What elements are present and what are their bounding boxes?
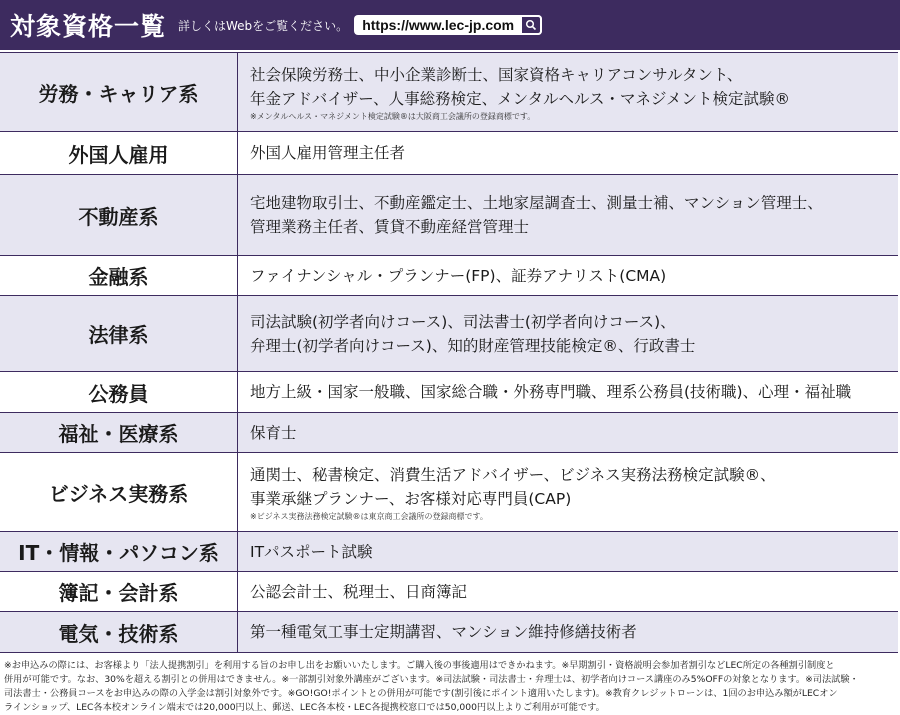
category-cell: 金融系 [0, 256, 238, 295]
item-line: 社会保険労務士、中小企業診断士、国家資格キャリアコンサルタント、 [250, 65, 743, 84]
category-cell: 公務員 [0, 372, 238, 412]
items-cell [238, 296, 898, 371]
item-line: 公認会計士、税理士、日商簿記 [250, 582, 468, 601]
footer-line: 併用が可能です。なお、30%を超える割引との併用はできません。※一部割引対象外講座がございます。※司法試験・司法書士・弁理士は、初学者向けコース講座のみ5%OFFの対象となります。※司法試験・ [4, 674, 859, 685]
item-line: ITパスポート試験 [250, 542, 373, 561]
table-row [0, 53, 898, 132]
category-cell: 簿記・会計系 [0, 572, 238, 611]
category-cell: 福祉・医療系 [0, 413, 238, 452]
category-cell: IT・情報・パソコン系 [0, 532, 238, 571]
item-line: 年金アドバイザー、人事総務検定、メンタルヘルス・マネジメント検定試験® [250, 89, 791, 108]
items-cell [238, 53, 898, 131]
items-cell [238, 572, 898, 611]
header-subtitle: 詳しくはWebをご覧ください。 [178, 18, 349, 33]
items-cell [238, 413, 898, 452]
item-line: 事業承継プランナー、お客様対応専門員(CAP) [250, 489, 572, 508]
footer-line: ※お申込みの際には、お客様より「法人提携割引」を利用する旨のお申し出をお願いいたします。ご購入後の事後適用はできかねます。※早期割引・資格説明会参加者割引などLEC所定の各種割引制度と [4, 660, 835, 671]
category-cell: 労務・キャリア系 [0, 53, 238, 131]
page-title: 対象資格一覧 [10, 12, 167, 41]
item-line: 第一種電気工事士定期講習、マンション維持修繕技術者 [250, 623, 637, 641]
table-row [0, 453, 898, 532]
table-row [0, 256, 898, 296]
category-cell: ビジネス実務系 [0, 453, 238, 531]
category-cell: 電気・技術系 [0, 612, 238, 652]
item-line: 保育士 [250, 423, 297, 442]
item-line: 地方上級・国家一般職、国家総合職・外務専門職、理系公務員(技術職)、心理・福祉職 [250, 383, 852, 401]
items-cell [238, 532, 898, 571]
page-header [0, 0, 900, 50]
item-line: 通関士、秘書検定、消費生活アドバイザー、ビジネス実務法務検定試験®、 [250, 465, 776, 484]
qualification-table [0, 52, 898, 653]
table-row [0, 612, 898, 653]
item-line: 外国人雇用管理主任者 [250, 144, 406, 162]
item-line: 弁理士(初学者向けコース)、知的財産管理技能検定®、行政書士 [250, 336, 696, 355]
items-cell [238, 175, 898, 255]
trademark-note: ※メンタルヘルス・マネジメント検定試験®は大阪商工会議所の登録商標です。 [250, 111, 536, 121]
table-row [0, 572, 898, 612]
table-row [0, 132, 898, 175]
item-line: 管理業務主任者、賃貸不動産経営管理士 [250, 218, 530, 236]
table-row [0, 532, 898, 572]
table-row [0, 175, 898, 256]
items-cell [238, 256, 898, 295]
item-line: 司法試験(初学者向けコース)、司法書士(初学者向けコース)、 [250, 312, 676, 331]
url-link[interactable]: https://www.lec-jp.com [362, 17, 515, 33]
items-cell [238, 132, 898, 174]
category-cell: 法律系 [0, 296, 238, 371]
table-row [0, 372, 898, 413]
footer-line: ラインショップ、LEC各本校オンライン端末では20,000円以上、郵送、LEC各本校・LEC各提携校窓口では50,000円以上よりご利用が可能です。 [4, 702, 605, 713]
category-cell: 不動産系 [0, 175, 238, 255]
footer-line: 司法書士・公務員コースをお申込みの際の入学金は割引対象外です。※GO!GO!ポイントとの併用が可能です(割引後にポイント適用いたします)。※教育クレジットローンは、1回のお申込み額がLECオン [4, 688, 838, 699]
category-cell: 外国人雇用 [0, 132, 238, 174]
items-cell [238, 453, 898, 531]
trademark-note: ※ビジネス実務法務検定試験®は東京商工会議所の登録商標です。 [250, 511, 488, 521]
items-cell [238, 372, 898, 412]
url-search-box[interactable] [354, 15, 542, 35]
table-row [0, 413, 898, 453]
item-line: ファイナンシャル・プランナー(FP)、証券アナリスト(CMA) [250, 266, 667, 285]
items-cell [238, 612, 898, 652]
table-row [0, 296, 898, 372]
item-line: 宅地建物取引士、不動産鑑定士、土地家屋調査士、測量士補、マンション管理士、 [250, 194, 823, 212]
search-icon[interactable] [520, 15, 542, 35]
footer-notes [4, 659, 896, 715]
